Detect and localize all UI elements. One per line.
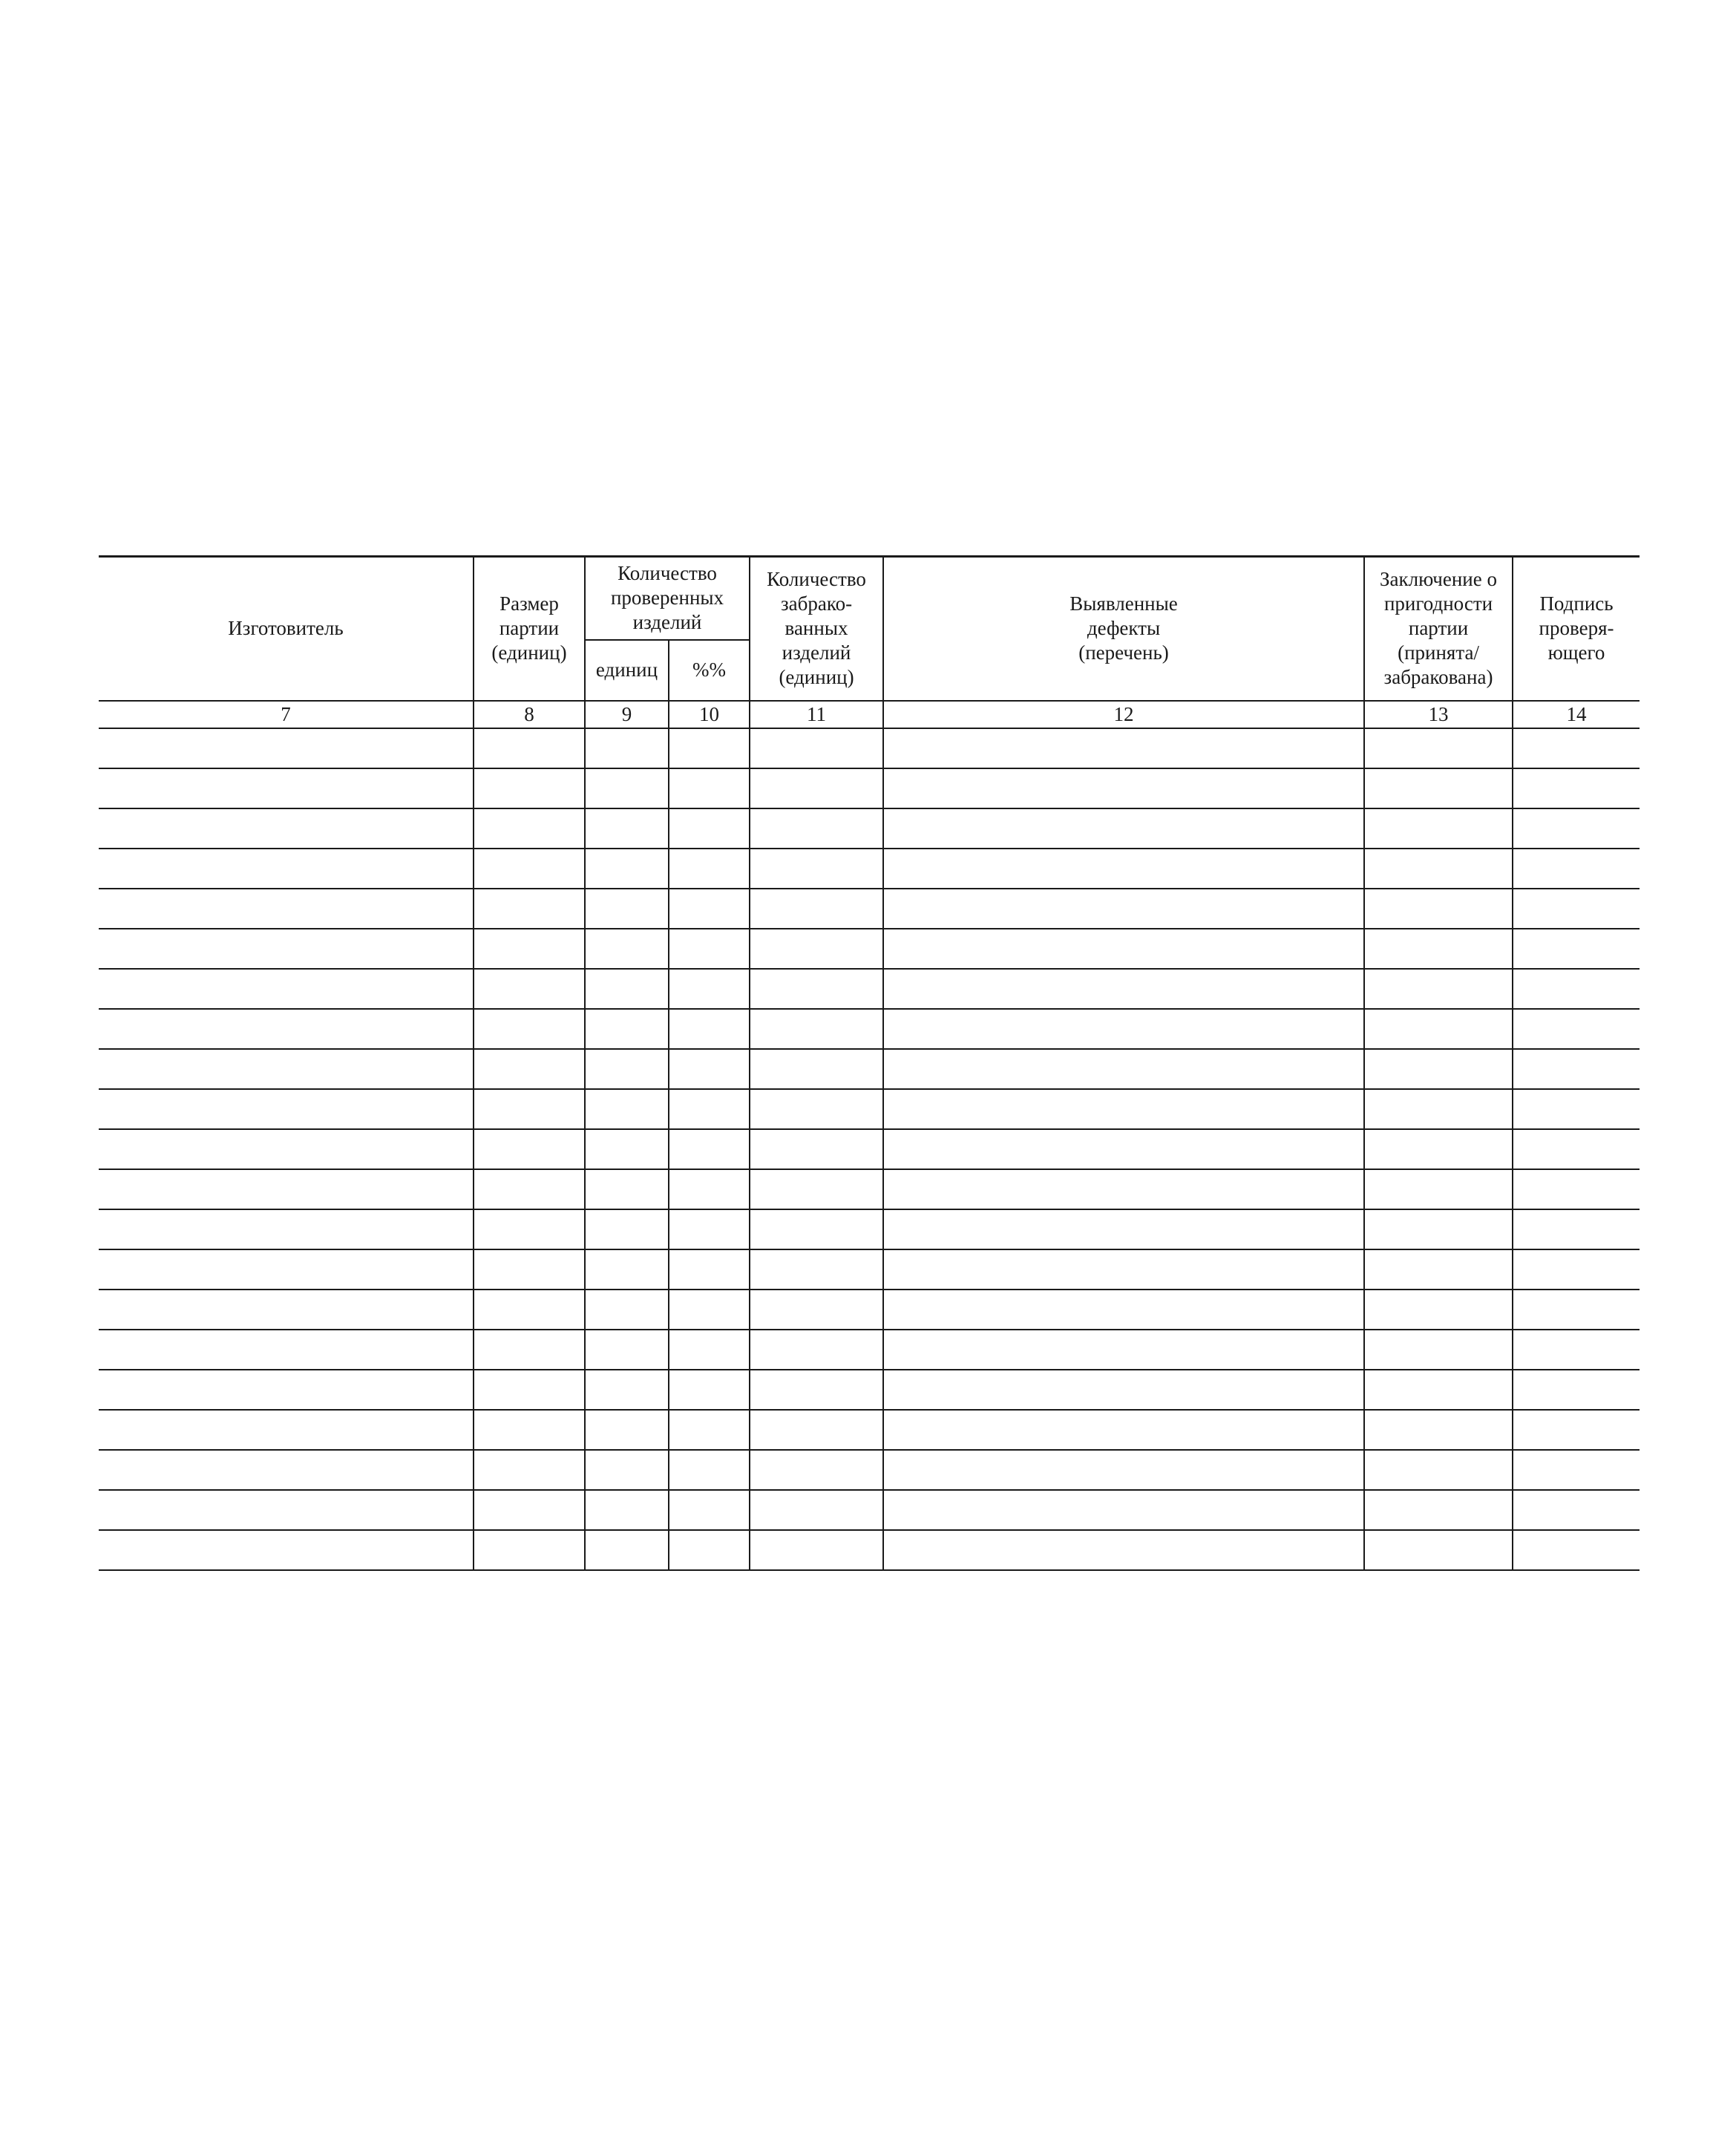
header-checked-items — [585, 557, 750, 640]
manufacturer-cell[interactable] — [99, 849, 474, 889]
header-checked-items-label: Количество проверенных изделий — [610, 562, 724, 634]
rejected-cell[interactable] — [750, 1089, 883, 1129]
manufacturer-cell[interactable] — [99, 1089, 474, 1129]
manufacturer-cell[interactable] — [99, 1129, 474, 1169]
lot-size-cell[interactable] — [474, 889, 585, 929]
defects-cell[interactable] — [883, 1370, 1364, 1410]
rejected-cell[interactable] — [750, 1530, 883, 1570]
checked-units-cell[interactable] — [585, 1089, 669, 1129]
signature-cell[interactable] — [1513, 728, 1640, 768]
signature-cell[interactable] — [1513, 1129, 1640, 1169]
conclusion-cell[interactable] — [1364, 1009, 1513, 1049]
table-row — [99, 889, 1640, 929]
defects-cell[interactable] — [883, 1530, 1364, 1570]
checked-percent-cell[interactable] — [669, 1370, 750, 1410]
table-row — [99, 969, 1640, 1009]
defects-cell[interactable] — [883, 1049, 1364, 1089]
table-row — [99, 728, 1640, 768]
table-row — [99, 1009, 1640, 1049]
conclusion-cell[interactable] — [1364, 1089, 1513, 1129]
defects-cell[interactable] — [883, 1209, 1364, 1249]
checked-percent-cell[interactable] — [669, 728, 750, 768]
checked-units-cell[interactable] — [585, 1370, 669, 1410]
rejected-cell[interactable] — [750, 1290, 883, 1330]
manufacturer-cell[interactable] — [99, 1209, 474, 1249]
column-number: 14 — [1513, 701, 1640, 728]
signature-cell[interactable] — [1513, 929, 1640, 969]
conclusion-cell[interactable] — [1364, 929, 1513, 969]
table-row — [99, 1049, 1640, 1089]
checked-percent-cell[interactable] — [669, 1089, 750, 1129]
header-checked-units-label: единиц — [595, 658, 658, 681]
manufacturer-cell[interactable] — [99, 1169, 474, 1209]
defects-cell[interactable] — [883, 1290, 1364, 1330]
signature-cell[interactable] — [1513, 1410, 1640, 1450]
defects-cell[interactable] — [883, 1169, 1364, 1209]
conclusion-cell[interactable] — [1364, 1370, 1513, 1410]
lot-size-cell[interactable] — [474, 1370, 585, 1410]
defects-cell[interactable] — [883, 728, 1364, 768]
manufacturer-cell[interactable] — [99, 1530, 474, 1570]
signature-cell[interactable] — [1513, 1530, 1640, 1570]
column-number: 12 — [883, 701, 1364, 728]
header-conclusion — [1364, 557, 1513, 701]
manufacturer-cell[interactable] — [99, 929, 474, 969]
rejected-cell[interactable] — [750, 1410, 883, 1450]
lot-size-cell[interactable] — [474, 1049, 585, 1089]
signature-cell[interactable] — [1513, 1330, 1640, 1370]
conclusion-cell[interactable] — [1364, 1209, 1513, 1249]
rejected-cell[interactable] — [750, 1049, 883, 1089]
lot-size-cell[interactable] — [474, 1089, 585, 1129]
manufacturer-cell[interactable] — [99, 969, 474, 1009]
checked-percent-cell[interactable] — [669, 1330, 750, 1370]
checked-percent-cell[interactable] — [669, 969, 750, 1009]
table-row — [99, 849, 1640, 889]
signature-cell[interactable] — [1513, 1290, 1640, 1330]
conclusion-cell[interactable] — [1364, 1330, 1513, 1370]
signature-cell[interactable] — [1513, 1049, 1640, 1089]
lot-size-cell[interactable] — [474, 768, 585, 808]
manufacturer-cell[interactable] — [99, 1330, 474, 1370]
conclusion-cell[interactable] — [1364, 1290, 1513, 1330]
signature-cell[interactable] — [1513, 1490, 1640, 1530]
checked-percent-cell[interactable] — [669, 1490, 750, 1530]
header-rejected-items — [750, 557, 883, 701]
lot-size-cell[interactable] — [474, 1330, 585, 1370]
lot-size-cell[interactable] — [474, 1129, 585, 1169]
lot-size-cell[interactable] — [474, 1249, 585, 1290]
header-rejected-items-label: Количество забрако- ванных изделий (единиц) — [767, 568, 866, 689]
manufacturer-cell[interactable] — [99, 889, 474, 929]
header-manufacturer-label: Изготовитель — [228, 617, 344, 640]
conclusion-cell[interactable] — [1364, 1450, 1513, 1490]
lot-size-cell[interactable] — [474, 808, 585, 849]
checked-percent-cell[interactable] — [669, 849, 750, 889]
checked-percent-cell[interactable] — [669, 768, 750, 808]
conclusion-cell[interactable] — [1364, 1249, 1513, 1290]
column-number: 9 — [585, 701, 669, 728]
checked-percent-cell[interactable] — [669, 1169, 750, 1209]
checked-percent-cell[interactable] — [669, 1209, 750, 1249]
manufacturer-cell[interactable] — [99, 808, 474, 849]
checked-units-cell[interactable] — [585, 1490, 669, 1530]
table-row — [99, 1530, 1640, 1570]
rejected-cell[interactable] — [750, 1370, 883, 1410]
header-conclusion-label: Заключение о пригодности партии (принята/ забракована) — [1380, 568, 1497, 689]
conclusion-cell[interactable] — [1364, 808, 1513, 849]
manufacturer-cell[interactable] — [99, 1450, 474, 1490]
table-row — [99, 1330, 1640, 1370]
checked-units-cell[interactable] — [585, 768, 669, 808]
lot-size-cell[interactable] — [474, 969, 585, 1009]
checked-units-cell[interactable] — [585, 1330, 669, 1370]
lot-size-cell[interactable] — [474, 929, 585, 969]
checked-percent-cell[interactable] — [669, 808, 750, 849]
manufacturer-cell[interactable] — [99, 1490, 474, 1530]
rejected-cell[interactable] — [750, 969, 883, 1009]
manufacturer-cell[interactable] — [99, 1290, 474, 1330]
defects-cell[interactable] — [883, 849, 1364, 889]
checked-percent-cell[interactable] — [669, 1249, 750, 1290]
signature-cell[interactable] — [1513, 1370, 1640, 1410]
header-manufacturer — [99, 557, 474, 701]
manufacturer-cell[interactable] — [99, 768, 474, 808]
table-row — [99, 1290, 1640, 1330]
defects-cell[interactable] — [883, 1450, 1364, 1490]
column-number: 13 — [1364, 701, 1513, 728]
table-row — [99, 808, 1640, 849]
defects-cell[interactable] — [883, 1410, 1364, 1450]
conclusion-cell[interactable] — [1364, 1490, 1513, 1530]
rejected-cell[interactable] — [750, 849, 883, 889]
column-number: 10 — [669, 701, 750, 728]
rejected-cell[interactable] — [750, 1169, 883, 1209]
checked-percent-cell[interactable] — [669, 1410, 750, 1450]
defects-cell[interactable] — [883, 1129, 1364, 1169]
column-number-row — [99, 701, 1640, 728]
table-row — [99, 1089, 1640, 1129]
checked-percent-cell[interactable] — [669, 889, 750, 929]
defects-cell[interactable] — [883, 1089, 1364, 1129]
checked-units-cell[interactable] — [585, 849, 669, 889]
checked-percent-cell[interactable] — [669, 1290, 750, 1330]
table-row — [99, 1450, 1640, 1490]
table-row — [99, 1410, 1640, 1450]
column-number: 7 — [99, 701, 474, 728]
checked-units-cell[interactable] — [585, 808, 669, 849]
lot-size-cell[interactable] — [474, 728, 585, 768]
table-row — [99, 1129, 1640, 1169]
table-row — [99, 929, 1640, 969]
defects-cell[interactable] — [883, 1490, 1364, 1530]
conclusion-cell[interactable] — [1364, 1530, 1513, 1570]
lot-size-cell[interactable] — [474, 849, 585, 889]
manufacturer-cell[interactable] — [99, 1249, 474, 1290]
header-signature — [1513, 557, 1640, 701]
table-row — [99, 1490, 1640, 1530]
inspection-log-table — [99, 555, 1640, 1571]
rejected-cell[interactable] — [750, 1490, 883, 1530]
lot-size-cell[interactable] — [474, 1290, 585, 1330]
rejected-cell[interactable] — [750, 728, 883, 768]
defects-cell[interactable] — [883, 768, 1364, 808]
table-row — [99, 768, 1640, 808]
table-body — [99, 701, 1640, 1570]
rejected-cell[interactable] — [750, 1009, 883, 1049]
defects-cell[interactable] — [883, 1330, 1364, 1370]
checked-percent-cell[interactable] — [669, 929, 750, 969]
lot-size-cell[interactable] — [474, 1009, 585, 1049]
checked-percent-cell[interactable] — [669, 1530, 750, 1570]
rejected-cell[interactable] — [750, 889, 883, 929]
rejected-cell[interactable] — [750, 768, 883, 808]
defects-cell[interactable] — [883, 969, 1364, 1009]
checked-units-cell[interactable] — [585, 1129, 669, 1169]
defects-cell[interactable] — [883, 929, 1364, 969]
defects-cell[interactable] — [883, 808, 1364, 849]
signature-cell[interactable] — [1513, 1089, 1640, 1129]
rejected-cell[interactable] — [750, 1450, 883, 1490]
conclusion-cell[interactable] — [1364, 889, 1513, 929]
lot-size-cell[interactable] — [474, 1169, 585, 1209]
checked-units-cell[interactable] — [585, 1169, 669, 1209]
header-defects-label: Выявленные дефекты (перечень) — [1070, 592, 1178, 664]
rejected-cell[interactable] — [750, 808, 883, 849]
rejected-cell[interactable] — [750, 1209, 883, 1249]
table-row — [99, 1209, 1640, 1249]
signature-cell[interactable] — [1513, 1009, 1640, 1049]
checked-units-cell[interactable] — [585, 1049, 669, 1089]
signature-cell[interactable] — [1513, 768, 1640, 808]
column-number: 11 — [750, 701, 883, 728]
conclusion-cell[interactable] — [1364, 1169, 1513, 1209]
checked-percent-cell[interactable] — [669, 1049, 750, 1089]
header-checked-units — [585, 640, 669, 701]
conclusion-cell[interactable] — [1364, 768, 1513, 808]
checked-percent-cell[interactable] — [669, 1009, 750, 1049]
signature-cell[interactable] — [1513, 849, 1640, 889]
conclusion-cell[interactable] — [1364, 1129, 1513, 1169]
table-row — [99, 1169, 1640, 1209]
conclusion-cell[interactable] — [1364, 728, 1513, 768]
lot-size-cell[interactable] — [474, 1209, 585, 1249]
checked-units-cell[interactable] — [585, 1249, 669, 1290]
lot-size-cell[interactable] — [474, 1410, 585, 1450]
header-checked-percent-label: %% — [692, 658, 726, 681]
header-signature-label: Подпись проверя- ющего — [1539, 592, 1614, 664]
lot-size-cell[interactable] — [474, 1490, 585, 1530]
checked-units-cell[interactable] — [585, 1009, 669, 1049]
defects-cell[interactable] — [883, 889, 1364, 929]
rejected-cell[interactable] — [750, 1330, 883, 1370]
header-checked-percent — [669, 640, 750, 701]
table-row — [99, 1249, 1640, 1290]
table-row — [99, 1370, 1640, 1410]
rejected-cell[interactable] — [750, 929, 883, 969]
lot-size-cell[interactable] — [474, 1450, 585, 1490]
manufacturer-cell[interactable] — [99, 1410, 474, 1450]
manufacturer-cell[interactable] — [99, 1049, 474, 1089]
header-defects — [883, 557, 1364, 701]
conclusion-cell[interactable] — [1364, 969, 1513, 1009]
signature-cell[interactable] — [1513, 808, 1640, 849]
column-number: 8 — [474, 701, 585, 728]
lot-size-cell[interactable] — [474, 1530, 585, 1570]
header-lot-size — [474, 557, 585, 701]
checked-units-cell[interactable] — [585, 1290, 669, 1330]
rejected-cell[interactable] — [750, 1249, 883, 1290]
defects-cell[interactable] — [883, 1009, 1364, 1049]
signature-cell[interactable] — [1513, 1209, 1640, 1249]
checked-percent-cell[interactable] — [669, 1450, 750, 1490]
checked-percent-cell[interactable] — [669, 1129, 750, 1169]
checked-units-cell[interactable] — [585, 728, 669, 768]
signature-cell[interactable] — [1513, 1450, 1640, 1490]
checked-units-cell[interactable] — [585, 1209, 669, 1249]
signature-cell[interactable] — [1513, 1169, 1640, 1209]
manufacturer-cell[interactable] — [99, 728, 474, 768]
rejected-cell[interactable] — [750, 1129, 883, 1169]
checked-units-cell[interactable] — [585, 1450, 669, 1490]
checked-units-cell[interactable] — [585, 969, 669, 1009]
header-lot-size-label: Размер партии (единиц) — [491, 592, 567, 664]
signature-cell[interactable] — [1513, 1249, 1640, 1290]
checked-units-cell[interactable] — [585, 889, 669, 929]
signature-cell[interactable] — [1513, 969, 1640, 1009]
conclusion-cell[interactable] — [1364, 1049, 1513, 1089]
checked-units-cell[interactable] — [585, 929, 669, 969]
conclusion-cell[interactable] — [1364, 1410, 1513, 1450]
checked-units-cell[interactable] — [585, 1530, 669, 1570]
defects-cell[interactable] — [883, 1249, 1364, 1290]
manufacturer-cell[interactable] — [99, 1009, 474, 1049]
conclusion-cell[interactable] — [1364, 849, 1513, 889]
manufacturer-cell[interactable] — [99, 1370, 474, 1410]
checked-units-cell[interactable] — [585, 1410, 669, 1450]
signature-cell[interactable] — [1513, 889, 1640, 929]
